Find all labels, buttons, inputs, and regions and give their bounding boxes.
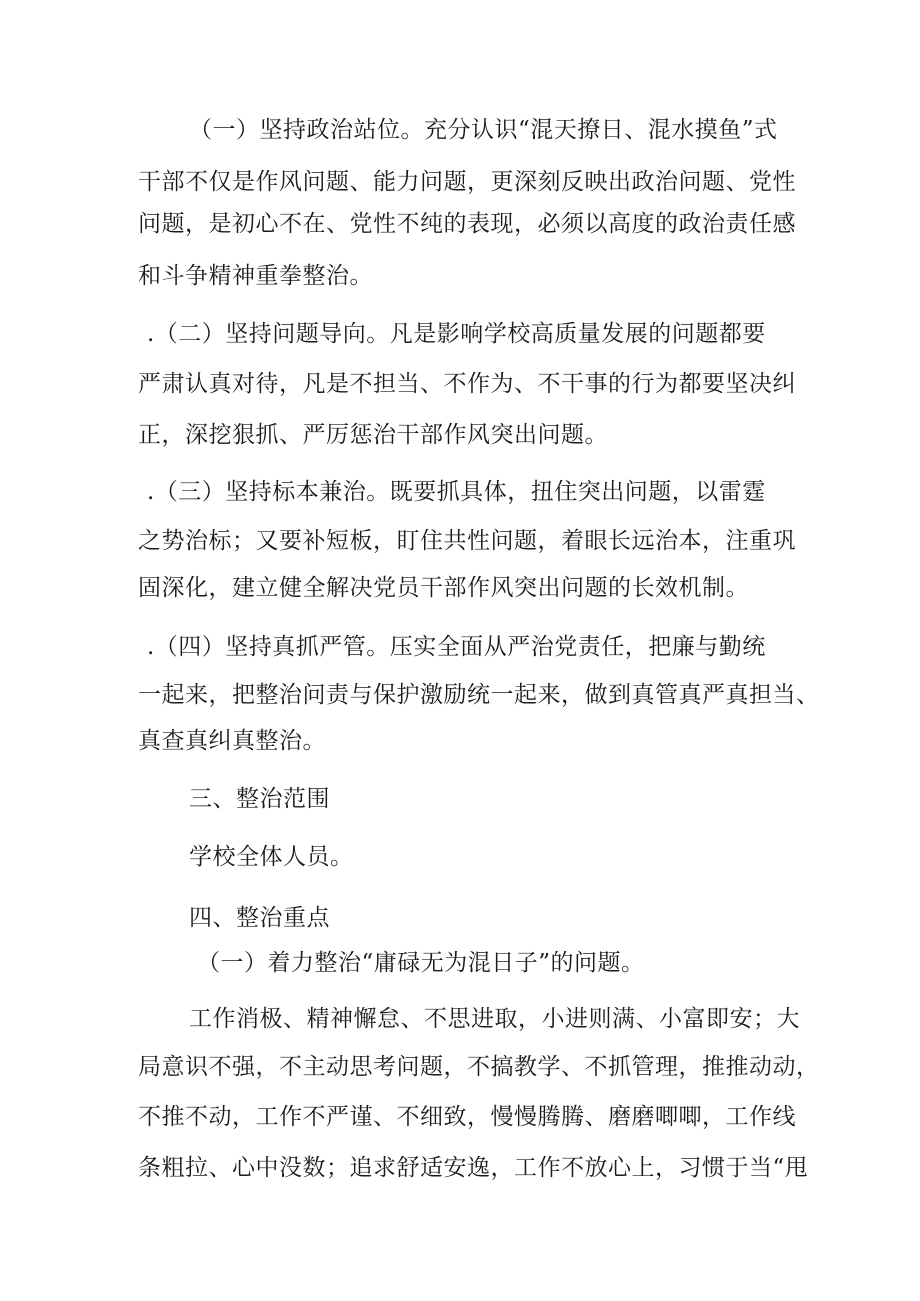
paragraph-line: （一）坚持政治站位。充分认识“混天撩日、混水摸鱼”式 bbox=[189, 117, 778, 143]
paragraph-line: 不推不动，工作不严谨、不细致，慢慢腾腾、磨磨唧唧，工作线 bbox=[138, 1104, 796, 1130]
paragraph-line: 条粗拉、心中没数；追求舒适安逸，工作不放心上，习惯于当“甩 bbox=[138, 1155, 809, 1181]
paragraph-line: 干部不仅是作风问题、能力问题，更深刻反映出政治问题、党性 bbox=[138, 169, 796, 195]
paragraph-line: 问题，是初心不在、党性不纯的表现，必须以高度的政治责任感 bbox=[138, 211, 796, 237]
section-heading: 三、整治范围 bbox=[189, 786, 330, 812]
paragraph-line: 工作消极、精神懈怠、不思进取，小进则满、小富即安；大 bbox=[189, 1006, 800, 1032]
section-heading: 四、整治重点 bbox=[189, 905, 330, 931]
paragraph-line: 严肃认真对待，凡是不担当、不作为、不干事的行为都要坚决纠 bbox=[138, 371, 796, 397]
paragraph-line: 一起来，把整治问责与保护激励统一起来，做到真管真严真担当、 bbox=[138, 682, 820, 708]
paragraph-line: 学校全体人员。 bbox=[189, 844, 354, 870]
paragraph-line: 真查真纠真整治。 bbox=[138, 728, 326, 754]
paragraph-line: 局意识不强，不主动思考问题，不搞教学、不抓管理，推推动动， bbox=[138, 1054, 820, 1080]
paragraph-line: 正，深挖狠抓、严厉惩治干部作风突出问题。 bbox=[138, 422, 608, 448]
paragraph-line: 之势治标；又要补短板，盯住共性问题，着眼长远治本，注重巩 bbox=[138, 528, 796, 554]
paragraph-line: .（二）坚持问题导向。凡是影响学校高质量发展的问题都要 bbox=[147, 321, 766, 347]
paragraph-line: 固深化，建立健全解决党员干部作风突出问题的长效机制。 bbox=[138, 575, 749, 601]
paragraph-line: .（三）坚持标本兼治。既要抓具体，扭住突出问题，以雷霆 bbox=[147, 479, 766, 505]
subsection-heading: （一）着力整治“庸碌无为混日子”的问题。 bbox=[197, 950, 645, 976]
paragraph-line: .（四）坚持真抓严管。压实全面从严治党责任，把廉与勤统 bbox=[147, 634, 766, 660]
paragraph-line: 和斗争精神重拳整治。 bbox=[138, 263, 373, 289]
